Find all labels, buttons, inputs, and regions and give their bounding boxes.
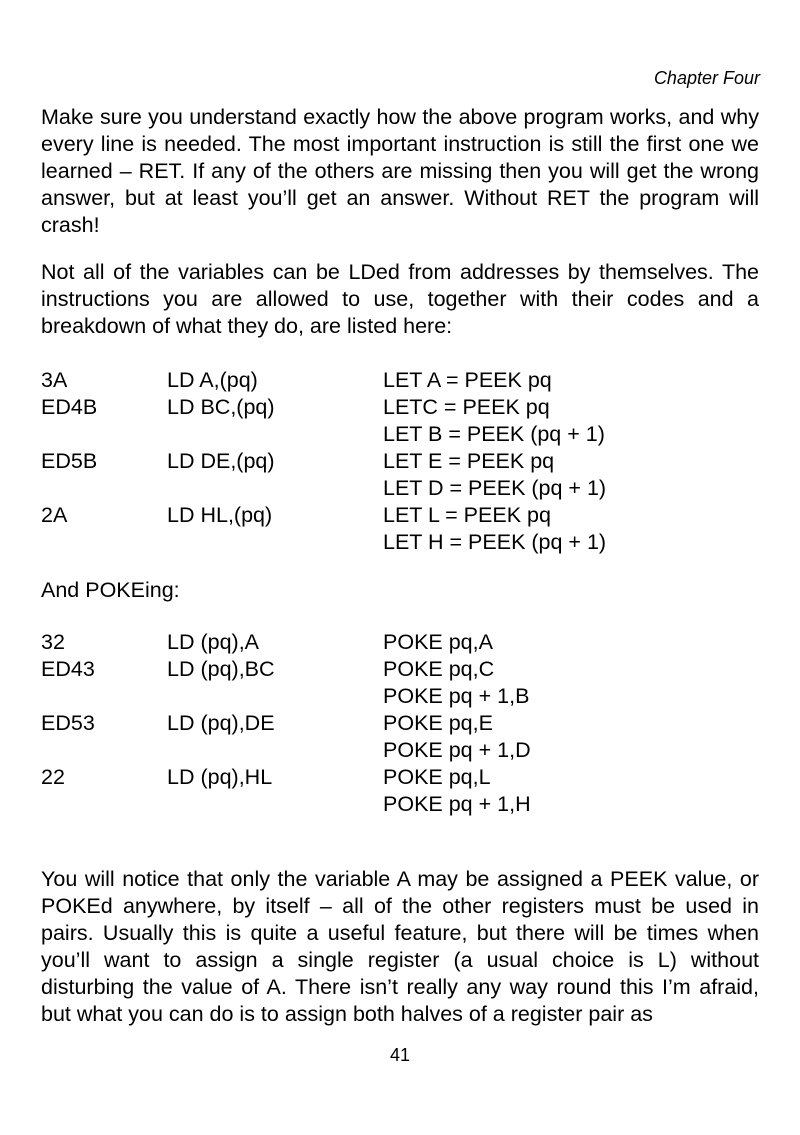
meaning-cell: POKE pq,L [383, 765, 491, 789]
table-row [41, 475, 759, 502]
instruction-cell: LD DE,(pq) [167, 449, 275, 473]
paragraph-register-pairs: You will notice that only the variable A may be assigned a PEEK value, or POKEd anywhere, by itself – all of the other registers must be used in pairs. Usually this is quite a useful feature, but there will be times when you’ll want to assign a single register (a usual choice is L) without disturbing the value of A. There isn’t really any way round this I’m afraid, but what you can do is to assign both halves of a register pair as [41, 867, 759, 1026]
instruction-cell [167, 421, 383, 448]
instruction-cell [167, 737, 383, 764]
table-row [41, 502, 759, 529]
instruction-cell: LD HL,(pq) [167, 503, 273, 527]
table-row [41, 448, 759, 475]
table-row [41, 737, 759, 764]
instruction-cell [167, 791, 383, 818]
opcode-cell [41, 683, 167, 710]
opcode-cell [41, 475, 167, 502]
chapter-header: Chapter Four [653, 68, 760, 88]
instruction-cell [167, 475, 383, 502]
page-number: 41 [389, 1045, 411, 1065]
opcode-cell [41, 421, 167, 448]
opcode-cell [41, 791, 167, 818]
instruction-cell: LD A,(pq) [167, 368, 258, 392]
table-row [41, 629, 759, 656]
meaning-cell: LET E = PEEK pq [383, 449, 555, 473]
table-row [41, 394, 759, 421]
meaning-cell: LET A = PEEK pq [383, 368, 552, 392]
opcode-cell: 2A [41, 503, 68, 527]
opcode-cell: 3A [41, 368, 68, 392]
instruction-cell: LD (pq),DE [167, 711, 275, 735]
meaning-cell: LET H = PEEK (pq + 1) [383, 530, 607, 554]
poke-instruction-table [41, 629, 759, 818]
meaning-cell: LET L = PEEK pq [383, 503, 551, 527]
opcode-cell: ED4B [41, 395, 98, 419]
paragraph-intro: Make sure you understand exactly how the above program works, and why every line is needed. The most important instruction is still the first one we learned – RET. If any of the others are missing then you will get the wrong answer, but at least you’ll get an answer. Without RET the program will crash! [41, 105, 759, 237]
meaning-cell: POKE pq,C [383, 657, 495, 681]
table-row [41, 710, 759, 737]
opcode-cell [41, 529, 167, 556]
table-row [41, 683, 759, 710]
opcode-cell: ED53 [41, 711, 95, 735]
opcode-cell: ED5B [41, 449, 98, 473]
opcode-cell: ED43 [41, 657, 95, 681]
table-row [41, 421, 759, 448]
paragraph-ld-instructions: Not all of the variables can be LDed from addresses by themselves. The instructions you are allowed to use, together with their codes and a breakdown of what they do, are listed here: [41, 260, 759, 338]
meaning-cell: POKE pq + 1,B [383, 684, 530, 708]
opcode-cell [41, 737, 167, 764]
table-row [41, 529, 759, 556]
load-instruction-table [41, 367, 759, 556]
opcode-cell: 22 [41, 765, 65, 789]
opcode-cell: 32 [41, 630, 65, 654]
instruction-cell [167, 683, 383, 710]
meaning-cell: POKE pq,A [383, 630, 493, 654]
instruction-cell: LD BC,(pq) [167, 395, 275, 419]
meaning-cell: POKE pq + 1,H [383, 792, 531, 816]
meaning-cell: POKE pq + 1,D [383, 738, 531, 762]
table-row [41, 791, 759, 818]
meaning-cell: POKE pq,E [383, 711, 493, 735]
meaning-cell: LET D = PEEK (pq + 1) [383, 476, 607, 500]
instruction-cell: LD (pq),HL [167, 765, 273, 789]
table-row [41, 367, 759, 394]
table-row [41, 764, 759, 791]
instruction-cell [167, 529, 383, 556]
instruction-cell: LD (pq),BC [167, 657, 275, 681]
meaning-cell: LET B = PEEK (pq + 1) [383, 422, 605, 446]
meaning-cell: LETC = PEEK pq [383, 395, 550, 419]
table-row [41, 656, 759, 683]
instruction-cell: LD (pq),A [167, 630, 260, 654]
paragraph-poking: And POKEing: [41, 578, 180, 602]
